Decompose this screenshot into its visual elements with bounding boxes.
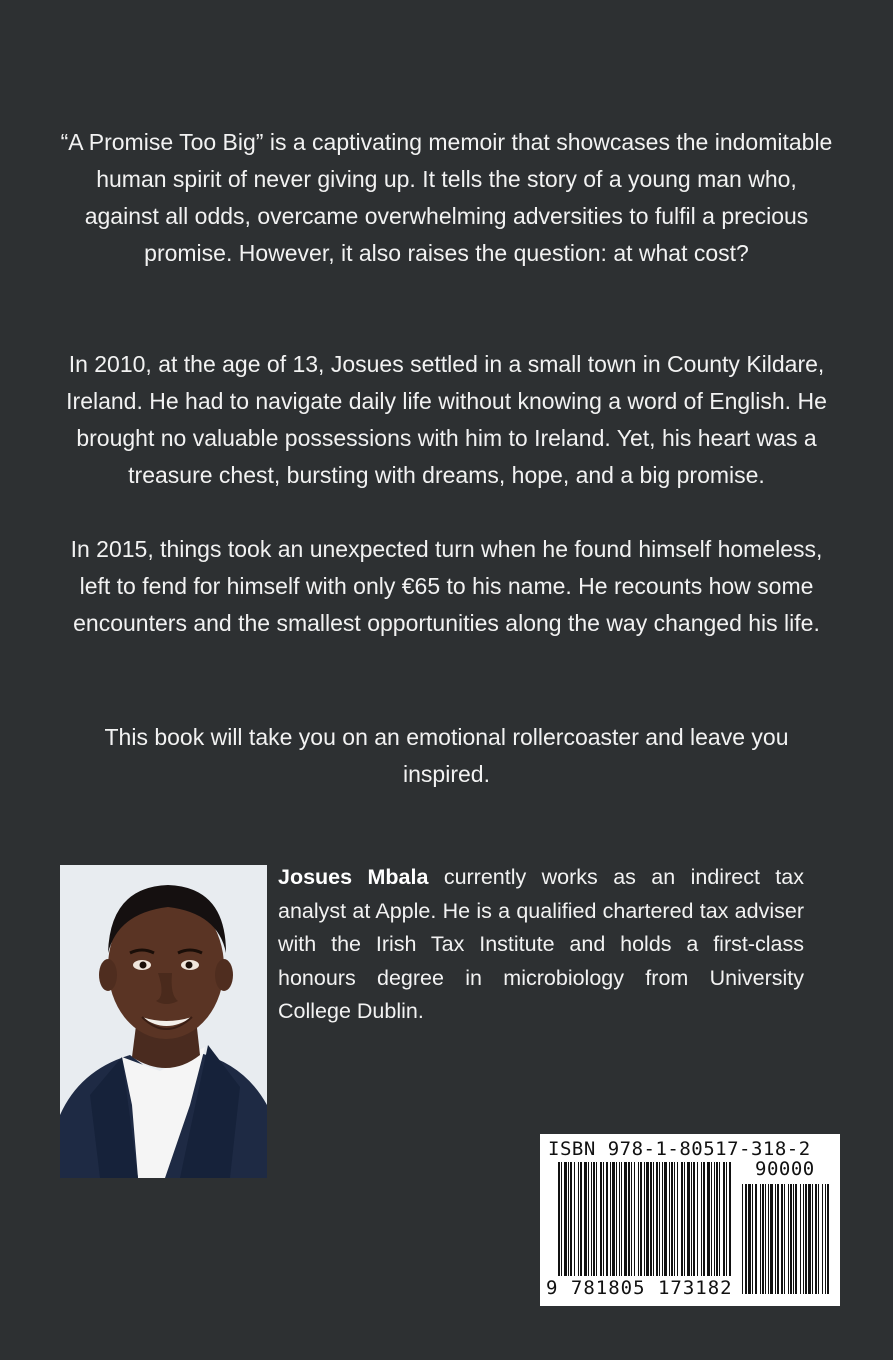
barcode-bar [580, 1162, 582, 1276]
barcode-bar [603, 1162, 604, 1276]
isbn-label: ISBN 978-1-80517-318-2 [548, 1138, 811, 1160]
author-name: Josues Mbala [278, 865, 429, 889]
barcode-bar [707, 1162, 710, 1276]
barcode-bar [610, 1162, 611, 1276]
barcode-bar [711, 1162, 712, 1276]
barcode-addon-bar [745, 1184, 747, 1294]
barcode-bar [631, 1162, 632, 1276]
barcode-addon-bar [768, 1184, 769, 1294]
barcode-bar [662, 1162, 663, 1276]
barcode-bar [574, 1162, 575, 1276]
barcode-bar [653, 1162, 654, 1276]
barcode-bar [606, 1162, 608, 1276]
barcode-addon-bar [808, 1184, 811, 1294]
barcode-bar [719, 1162, 720, 1276]
blurb-paragraph-3: In 2015, things took an unexpected turn when he found himself homeless, left to fend for himself with only €65 to his name. He recounts how some encounters and the smallest opportunities along the way changed his life. [70, 536, 823, 636]
barcode-bar [687, 1162, 690, 1276]
barcode-bar [723, 1162, 725, 1276]
barcode-bar [600, 1162, 602, 1276]
barcode-addon-bar [784, 1184, 785, 1294]
barcode-bar [568, 1162, 569, 1276]
barcode-bar [612, 1162, 615, 1276]
barcode-addon-bar [822, 1184, 823, 1294]
barcode-bar [677, 1162, 678, 1276]
barcode-bar [593, 1162, 595, 1276]
barcode-bar [693, 1162, 695, 1276]
barcode-bar [646, 1162, 649, 1276]
barcode-addon-bar [742, 1184, 743, 1294]
barcode-addon-bar [752, 1184, 753, 1294]
isbn-barcode [540, 1134, 840, 1306]
barcode-addon-bar [795, 1184, 797, 1294]
barcode-bar [681, 1162, 683, 1276]
barcode-bar [726, 1162, 727, 1276]
barcode-addon-bar [812, 1184, 813, 1294]
barcode-bar [619, 1162, 620, 1276]
barcode-bar [588, 1162, 589, 1276]
barcode-bar [621, 1162, 622, 1276]
barcode-bar [691, 1162, 692, 1276]
barcode-bar [714, 1162, 715, 1276]
barcode-bar [644, 1162, 645, 1276]
barcode-addon-bar [818, 1184, 819, 1294]
barcode-bar [570, 1162, 572, 1276]
barcode-bar [638, 1162, 639, 1276]
author-bio-text: currently works as an indirect tax analyst at Apple. He is a qualified chartered tax adviser with the Irish Tax Institute and holds a first-class honours degree in microbiology from University College Dublin. [278, 865, 804, 1023]
barcode-bar [701, 1162, 702, 1276]
barcode-addon-digits: 90000 [755, 1158, 815, 1180]
blurb-paragraph-4: This book will take you on an emotional rollercoaster and leave you inspired. [104, 724, 789, 787]
barcode-addon-bar [788, 1184, 789, 1294]
barcode-bar [584, 1162, 587, 1276]
barcode-bar [669, 1162, 670, 1276]
barcode-addon-bar [762, 1184, 764, 1294]
barcode-addon-bar [805, 1184, 807, 1294]
barcode-addon-bar [800, 1184, 801, 1294]
barcode-bar [703, 1162, 705, 1276]
barcode-bar [640, 1162, 642, 1276]
barcode-bar [616, 1162, 617, 1276]
barcode-addon-bar [765, 1184, 766, 1294]
barcode-bar [659, 1162, 660, 1276]
barcode-bar [561, 1162, 562, 1276]
barcode-bar [674, 1162, 675, 1276]
author-bio [278, 861, 804, 1029]
barcode-addon-bar [777, 1184, 779, 1294]
barcode-addon-bar [770, 1184, 773, 1294]
barcode-addon-bar [748, 1184, 751, 1294]
barcode-bar [591, 1162, 592, 1276]
barcode-addon-bar [775, 1184, 776, 1294]
blurb-paragraph-2: In 2010, at the age of 13, Josues settled in a small town in County Kildare, Ireland. He had to navigate daily life without knowing a word of English. He brought no valuable possessions with him to Ireland. Yet, his heart was a treasure chest, bursting with dreams, hope, and a big promise. [66, 351, 827, 488]
barcode-addon-bar [755, 1184, 757, 1294]
barcode-addon-bar [760, 1184, 761, 1294]
barcode-addon-bar [793, 1184, 794, 1294]
barcode-bar [697, 1162, 698, 1276]
barcode-bar [628, 1162, 630, 1276]
barcode-bar [716, 1162, 718, 1276]
barcode-addon-bar [815, 1184, 817, 1294]
barcode-bar [664, 1162, 667, 1276]
barcode-addon-bar [825, 1184, 826, 1294]
barcode-bar [684, 1162, 685, 1276]
barcode-addon-bar [803, 1184, 804, 1294]
barcode-bar [729, 1162, 731, 1276]
author-photo [60, 865, 267, 1178]
barcode-addon-bar [827, 1184, 829, 1294]
barcode-bar [671, 1162, 673, 1276]
barcode-bar [650, 1162, 652, 1276]
barcode-bar [656, 1162, 658, 1276]
barcode-bar [558, 1162, 560, 1276]
barcode-bar [578, 1162, 579, 1276]
barcode-bar [596, 1162, 597, 1276]
barcode-bar [624, 1162, 627, 1276]
barcode-addon-bar [781, 1184, 783, 1294]
barcode-bar [564, 1162, 567, 1276]
barcode-addon-bar [790, 1184, 792, 1294]
barcode-ean-digits: 9 781805 173182 [546, 1277, 733, 1299]
barcode-bar [634, 1162, 635, 1276]
blurb-paragraph-1: “A Promise Too Big” is a captivating memoir that showcases the indomitable human spirit of never giving up. It tells the story of a young man who, against all odds, overcame overwhelming adversities to fulfil a precious promise. However, it also raises the question: at what cost? [60, 129, 833, 266]
